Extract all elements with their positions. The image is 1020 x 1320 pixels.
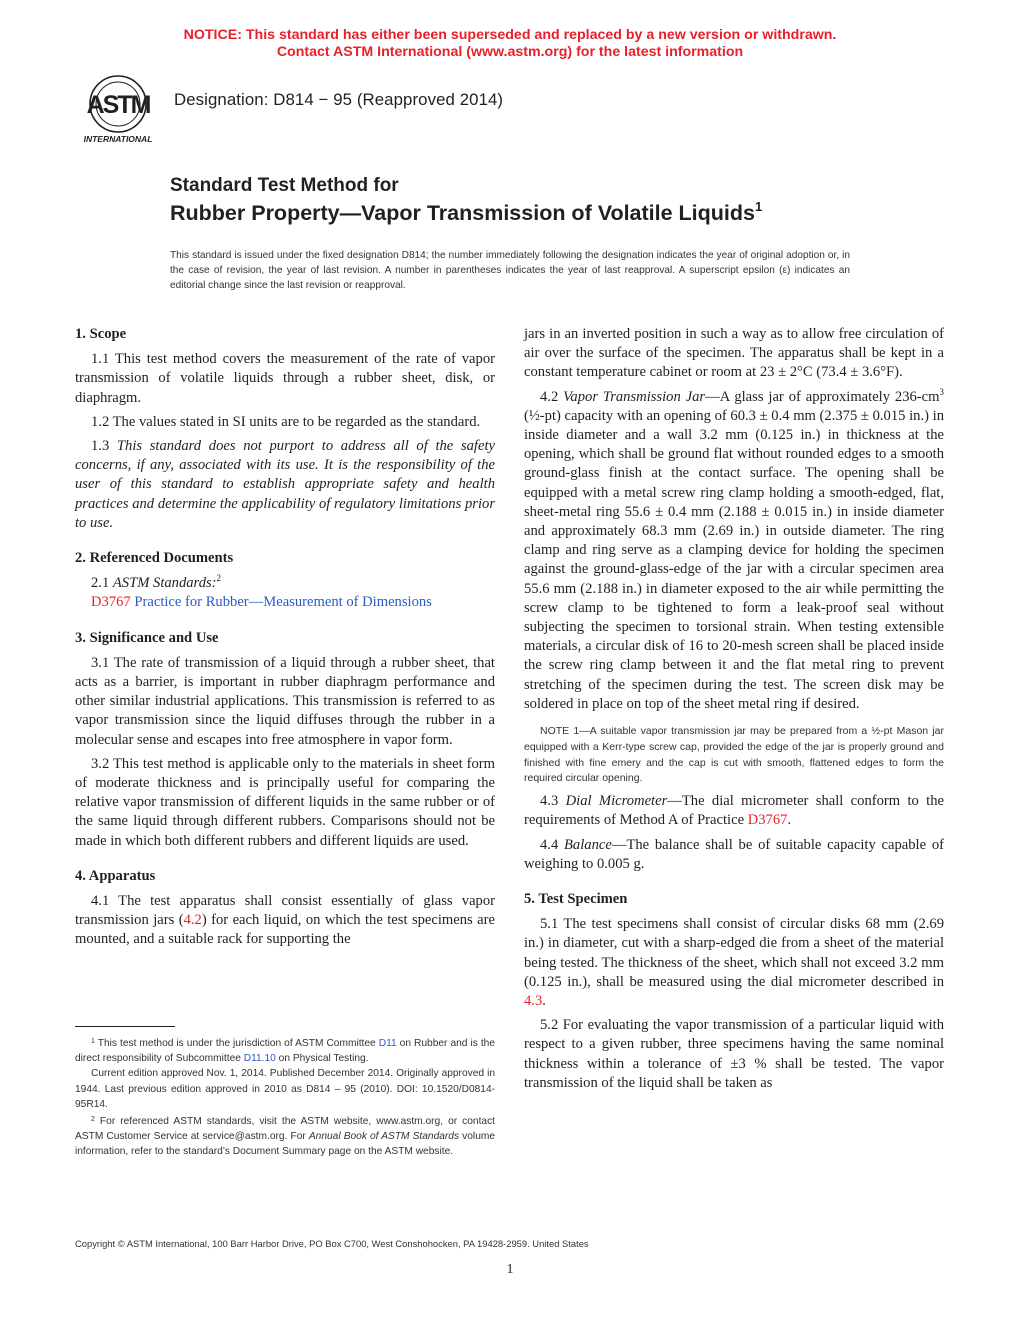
para-4-3-b: .	[787, 812, 792, 829]
para-4-2	[524, 388, 944, 714]
notice-banner	[0, 27, 1020, 60]
para-4-2-a: —A glass jar of approximately 236-cm	[705, 388, 940, 405]
note-1: NOTE 1—A suitable vapor transmission jar may be prepared from a ½-pt Mason jar equipped with a Kerr-type screw cap, provided the edge of the jar is properly ground and finished with fine emery and the cap is cut with smooth, flattened edges to form the required circular opening.	[524, 725, 944, 785]
para-4-1-b: ) for each liquid, on which the test specimens are mounted, and a suitable rack for supporting the	[75, 912, 495, 948]
footnote-1-marker: 1	[91, 1038, 95, 1045]
footnote-2-a: For referenced ASTM standards, visit the ASTM website, www.astm.org, or contact ASTM Customer Service at service@astm.org. For	[75, 1116, 495, 1143]
footnote-1-a: This test method is under the jurisdiction of ASTM Committee	[94, 1038, 379, 1049]
para-5-1-b: .	[542, 993, 546, 1010]
designation: Designation: D814 − 95 (Reapproved 2014)	[174, 90, 504, 109]
section-3-heading: 3. Significance and Use	[75, 629, 219, 646]
para-2-1-num: 2.1	[91, 575, 113, 592]
para-4-2-b: (½-pt) capacity with an opening of 60.3 ± 0.4 mm (2.375 ± 0.015 in.) in inside diameter and a wall 3.2 mm (0.125 in.) in thickness at the opening, which shall be ground flat without rounded edges to a smooth ground-glass finish at the contact surface. The opening shall be equipped with a metal screw ring clamp holding a smooth-edged, flat, sheet-metal ring 55.6 ± 0.4 mm (2.188 ± 0.015 in.) in inside diameter and approximately 68.3 mm (2.69 in.) in outside diameter. The ring clamp and ring serve as a clamping device for holding the specimen against the ground-glass-edge of the jar with a circular specimen area 55.6 mm (2.188 in.) in diameter exposed to the air while permitting the screw clamp to be tightened to form a leak-proof seal without subjecting the specimen to torsional strain. When testing extensible materials, a circular disk of 16 to 20-mesh screen shall be placed inside the screw ring clamp between it and the flat metal ring to prevent stretching of the specimen during the test. The screen disk may be soldered in place on top of the sheet metal ring if desired.	[524, 407, 944, 712]
para-4-2-num: 4.2	[540, 388, 564, 405]
para-1-1: 1.1 This test method covers the measurement of the rate of vapor transmission of volatile liquids through a rubber sheet, disk, or diaphragm.	[75, 351, 495, 406]
notice-line-2: Contact ASTM International (www.astm.org) for the latest information	[276, 43, 744, 60]
link-4-2[interactable]: 4.2	[183, 912, 202, 929]
para-4-4-a: —The balance shall be of suitable capacity capable of weighing to 0.005 g.	[524, 836, 945, 872]
title-footnote-marker: 1	[754, 199, 763, 214]
section-2-heading: 2. Referenced Documents	[75, 550, 234, 567]
para-5-2: 5.2 For evaluating the vapor transmission of a particular liquid with respect to a given rubber, three specimens having the same nominal thickness within a tolerance of ±3 % shall be tested. The vapor transmission of the liquid shall be taken as	[524, 1017, 944, 1091]
para-1-2: 1.2 The values stated in SI units are to be regarded as the standard.	[91, 413, 481, 430]
footnote-2-italic: Annual Book of ASTM Standards	[308, 1131, 460, 1143]
para-4-1-continued: jars in an inverted position in such a way as to allow free circulation of air over the surface of the specimen. The apparatus shall be kept in a constant temperature cabinet or room at 23 ± 2°C (73.4 ± 3.6°F).	[524, 326, 944, 381]
para-4-3-a: —The dial micrometer shall conform to the requirements of Method A of Practice	[524, 793, 945, 829]
link-4-3[interactable]: 4.3	[524, 993, 543, 1010]
para-4-3	[524, 792, 944, 830]
para-2-1-sup: 2	[216, 573, 222, 584]
para-4-3-num: 4.3	[540, 793, 566, 810]
para-1-3	[75, 437, 495, 533]
footnotes	[75, 1034, 495, 1160]
para-5-1	[524, 915, 944, 1011]
link-d11-10[interactable]: D11.10	[243, 1053, 276, 1065]
para-5-1-a: 5.1 The test specimens shall consist of circular disks 68 mm (2.69 in.) in diameter, cut with a sharp-edged die from a sheet of the material being tested. The thickness of the sheet, which shall not exceed 3.2 mm (0.125 in.), shall be measured using the dial micrometer described in	[524, 916, 944, 990]
para-4-4	[524, 836, 944, 874]
footnote-1	[75, 1034, 495, 1066]
referenced-document-link[interactable]	[75, 593, 495, 612]
notice-line-1: NOTICE: This standard has either been superseded and replaced by a new version or withdrawn.	[183, 27, 837, 43]
section-1-heading: 1. Scope	[75, 326, 127, 342]
right-column	[524, 325, 944, 1093]
footnote-2	[75, 1112, 495, 1160]
link-d3767[interactable]: D3767	[747, 812, 788, 829]
title-line-1: Standard Test Method for	[170, 175, 399, 196]
para-4-4-num: 4.4	[540, 836, 565, 853]
svg-text:ASTM: ASTM	[86, 91, 150, 119]
title-line-2	[170, 199, 762, 226]
section-4-heading: 4. Apparatus	[75, 867, 156, 884]
para-3-1: 3.1 The rate of transmission of a liquid through a rubber sheet, that acts as a barrier, is important in rubber diaphragm performance and other similar industrial applications. This transmission is referred to as vapor transmission since the liquid diffuses through the rubber in a molecular sense and escapes into free atmosphere in vapor form.	[75, 654, 495, 748]
footnote-1-c: on Physical Testing.	[275, 1053, 369, 1065]
svg-text:INTERNATIONAL: INTERNATIONAL	[83, 134, 153, 144]
para-2-1	[75, 574, 495, 593]
title-text: Rubber Property—Vapor Transmission of Volatile Liquids	[170, 201, 755, 225]
para-4-2-sup: 3	[939, 386, 944, 397]
section-5-heading: 5. Test Specimen	[524, 891, 628, 908]
intro-paragraph: This standard is issued under the fixed designation D814; the number immediately following the designation indicates the year of original adoption or, in the case of revision, the year of last revision. A number in parentheses indicates the year of last reapproval. A superscript epsilon (ε) indicates an editorial change since the last revision or reapproval.	[170, 250, 850, 291]
link-d11[interactable]: D11	[378, 1038, 397, 1049]
ref-code-link[interactable]: D3767	[91, 594, 131, 611]
para-4-1-a: 4.1 The test apparatus shall consist essentially of glass vapor transmission jars (	[75, 893, 495, 929]
copyright: Copyright © ASTM International, 100 Barr Harbor Drive, PO Box C700, West Conshohocken, PA 19428-2959. United States	[75, 1238, 589, 1249]
para-1-3-num: 1.3	[91, 438, 117, 455]
astm-logo	[74, 72, 162, 146]
para-4-2-term: Vapor Transmission Jar	[563, 388, 706, 405]
para-2-1-text: ASTM Standards:	[112, 575, 217, 592]
para-3-2: 3.2 This test method is applicable only to the materials in sheet form of moderate thickness and is principally useful for comparing the relative vapor transmission of different liquids in the same rubber or of the same liquid through different rubbers. Comparisons should not be made in which both different rubbers and different liquids are used.	[75, 755, 495, 849]
footnote-1-b: on Rubber and is the direct responsibility of Subcommittee	[75, 1038, 495, 1065]
left-column	[75, 325, 495, 950]
para-4-4-term: Balance	[564, 836, 612, 853]
footnote-1-edition: Current edition approved Nov. 1, 2014. Published December 2014. Originally approved in 1944. Last previous edition approved in 2010 as D814 – 95 (2010). DOI: 10.1520/D0814-95R14.	[75, 1068, 495, 1110]
para-4-1	[75, 892, 495, 950]
ref-title-link[interactable]: Practice for Rubber—Measurement of Dimensions	[130, 594, 432, 611]
para-4-3-term: Dial Micrometer	[565, 793, 668, 810]
para-1-3-text: This standard does not purport to address all of the safety concerns, if any, associated with its use. It is the responsibility of the user of this standard to establish appropriate safety and health practices and determine the applicability of regulatory limitations prior to use.	[75, 438, 495, 531]
footnote-2-marker: 2	[91, 1116, 95, 1124]
footnote-2-b: volume information, refer to the standard’s Document Summary page on the ASTM website.	[75, 1131, 496, 1158]
astm-logo-icon	[74, 72, 162, 146]
footnote-divider	[75, 1026, 175, 1027]
page-number: 1	[506, 1262, 514, 1277]
